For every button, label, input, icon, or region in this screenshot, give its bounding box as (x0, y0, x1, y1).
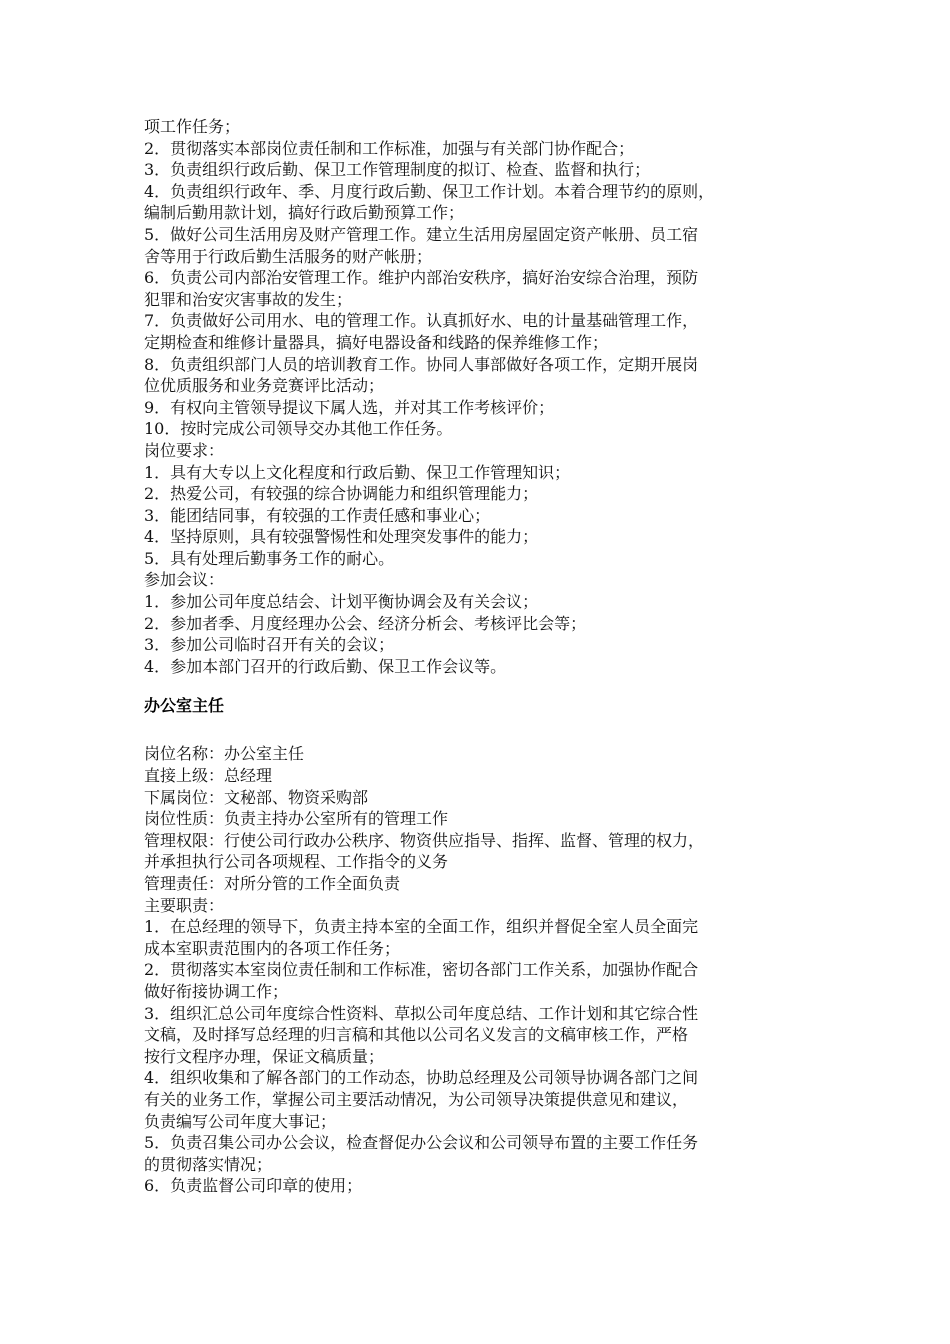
text-line: 1．具有大专以上文化程度和行政后勤、保卫工作管理知识； (144, 462, 571, 482)
text-line: 编制后勤用款计划，搞好行政后勤预算工作； (144, 203, 465, 223)
text-line: 犯罪和治安灾害事故的发生； (144, 289, 353, 309)
text-line: 2．贯彻落实本部岗位责任制和工作标准，加强与有关部门协作配合； (144, 138, 635, 158)
text-line: 直接上级：总经理 (144, 766, 273, 786)
text-line: 有关的业务工作，掌握公司主要活动情况，为公司领导决策提供意见和建议， (144, 1089, 689, 1109)
text-line: 7．负责做好公司用水、电的管理工作。认真抓好水、电的计量基础管理工作， (144, 311, 699, 331)
section-admin-logistics (144, 116, 816, 677)
text-line: 管理权限：行使公司行政办公秩序、物资供应指导、指挥、监督、管理的权力， (144, 830, 705, 850)
text-line: 定期检查和维修计量器具，搞好电器设备和线路的保养维修工作； (144, 332, 609, 352)
document-body (144, 116, 816, 1197)
text-line: 项工作任务； (144, 117, 241, 136)
text-line: 位优质服务和业务竞赛评比活动； (144, 376, 385, 396)
text-line: 1．在总经理的领导下，负责主持本室的全面工作，组织并督促全室人员全面完 (144, 917, 699, 937)
subheading-duties: 主要职责： (144, 895, 225, 915)
text-line: 下属岗位：文秘部、物资采购部 (144, 787, 369, 807)
section-office-director (144, 743, 816, 1196)
section-heading: 办公室主任 (144, 696, 225, 716)
text-line: 6．负责监督公司印章的使用； (144, 1176, 363, 1196)
text-line: 9．有权向主管领导提议下属人选，并对其工作考核评价； (144, 397, 555, 417)
text-line: 1．参加公司年度总结会、计划平衡协调会及有关会议； (144, 592, 539, 612)
text-line: 舍等用于行政后勤生活服务的财产帐册； (144, 246, 433, 266)
text-line: 6．负责公司内部治安管理工作。维护内部治安秩序，搞好治安综合治理，预防 (144, 268, 699, 288)
text-line: 并承担执行公司各项规程、工作指令的义务 (144, 852, 449, 872)
text-line: 岗位名称：办公室主任 (144, 744, 305, 764)
subheading-requirements: 岗位要求： (144, 440, 225, 460)
text-line: 做好衔接协调工作； (144, 981, 289, 1001)
text-line: 管理责任：对所分管的工作全面负责 (144, 874, 401, 893)
text-line: 10．按时完成公司领导交办其他工作任务。 (144, 419, 453, 439)
text-line: 3．能团结同事，有较强的工作责任感和事业心； (144, 505, 491, 525)
text-line: 8．负责组织部门人员的培训教育工作。协同人事部做好各项工作，定期开展岗 (144, 354, 699, 374)
text-line: 负责编写公司年度大事记； (144, 1111, 337, 1131)
text-line: 4．坚持原则，具有较强警惕性和处理突发事件的能力； (144, 527, 539, 547)
text-line: 4．负责组织行政年、季、月度行政后勤、保卫工作计划。本着合理节约的原则， (144, 181, 715, 201)
text-line: 5．具有处理后勤事务工作的耐心。 (144, 548, 395, 568)
text-line: 文稿，及时择写总经理的归言稿和其他以公司名义发言的文稿审核工作，严格 (144, 1025, 689, 1045)
text-line: 2．贯彻落实本室岗位责任制和工作标准，密切各部门工作关系，加强协作配合 (144, 960, 699, 980)
text-line: 4．组织收集和了解各部门的工作动态，协助总经理及公司领导协调各部门之间 (144, 1068, 699, 1088)
subheading-meetings: 参加会议： (144, 570, 225, 590)
text-line: 的贯彻落实情况； (144, 1154, 273, 1174)
text-line: 3．组织汇总公司年度综合性资料、草拟公司年度总结、工作计划和其它综合性 (144, 1003, 699, 1023)
text-line: 2．热爱公司，有较强的综合协调能力和组织管理能力； (144, 484, 539, 504)
text-line: 3．负责组织行政后勤、保卫工作管理制度的拟订、检查、监督和执行； (144, 160, 651, 180)
text-line: 5．负责召集公司办公会议，检查督促办公会议和公司领导布置的主要工作任务 (144, 1133, 699, 1153)
text-line: 成本室职责范围内的各项工作任务； (144, 938, 401, 958)
text-line: 4．参加本部门召开的行政后勤、保卫工作会议等。 (144, 656, 507, 676)
text-line: 2．参加者季、月度经理办公会、经济分析会、考核评比会等； (144, 613, 587, 633)
text-line: 按行文程序办理，保证文稿质量； (144, 1046, 385, 1066)
text-line: 3．参加公司临时召开有关的会议； (144, 635, 395, 655)
text-line: 5．做好公司生活用房及财产管理工作。建立生活用房屋固定资产帐册、员工宿 (144, 224, 699, 244)
text-line: 岗位性质：负责主持办公室所有的管理工作 (144, 809, 449, 829)
